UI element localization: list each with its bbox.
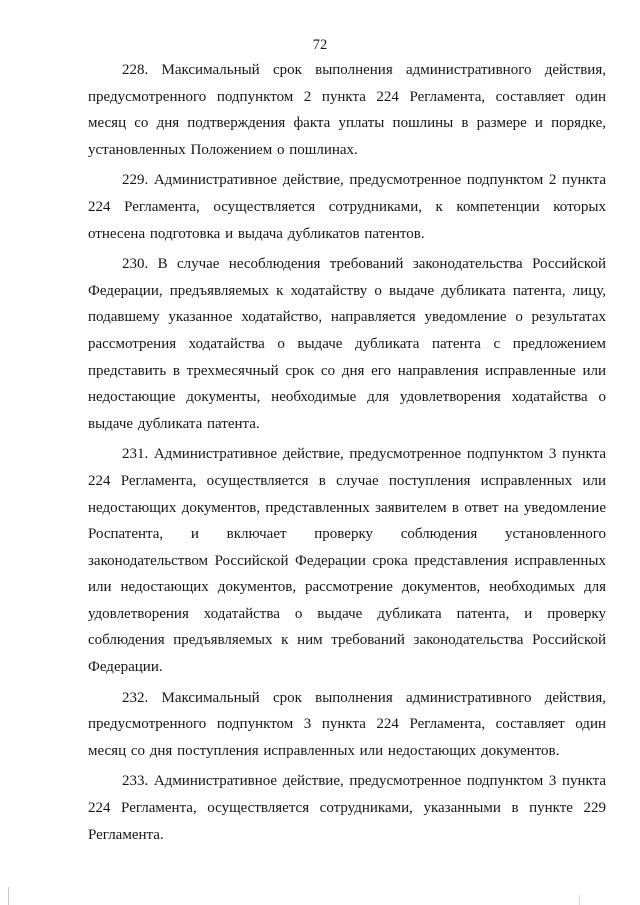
page-number: 72 xyxy=(312,37,328,53)
document-body xyxy=(88,57,606,852)
paragraph-232: 232. Максимальный срок выполнения административного действия, предусмотренного подпунктом 3 пункта 224 Регламента, составляет один месяц со дня поступления исправленных или недостающих документов. xyxy=(88,689,606,759)
paragraph-231: 231. Административное действие, предусмотренное подпунктом 3 пункта 224 Регламента, осуществляется в случае поступления исправленных или недостающих документов, представленных заявителем в ответ на уведомление Роспатента, и включает проверку соблюдения установленного законодательством Российской Федерации срока представления исправленных или недостающих документов, рассмотрение документов, необходимых для удовлетворения ходатайства о выдаче дубликата патента, и проверку соблюдения предъявляемых к ним требований законодательства Российской Федерации. xyxy=(88,446,606,676)
paragraph-228: 228. Максимальный срок выполнения административного действия, предусмотренного подпунктом 2 пункта 224 Регламента, составляет один месяц со дня подтверждения факта уплаты пошлины в размере и порядке, установленных Положением о пошлинах. xyxy=(88,62,606,158)
scan-edge-line xyxy=(579,895,580,905)
paragraph-230: 230. В случае несоблюдения требований законодательства Российской Федерации, предъявляемых к ходатайству о выдаче дубликата патента, лицу, подавшему указанное ходатайство, направляется уведомление о результатах рассмотрения ходатайства о выдаче дубликата патента с предложением представить в трехмесячный срок со дня его направления исправленные или недостающие документы, необходимые для удовлетворения ходатайства о выдаче дубликата патента. xyxy=(88,256,606,432)
scan-edge-line xyxy=(8,887,9,905)
paragraph-233: 233. Административное действие, предусмотренное подпунктом 3 пункта 224 Регламента, осуществляется сотрудниками, указанными в пункте 229 Регламента. xyxy=(88,773,606,843)
paragraph-229: 229. Административное действие, предусмотренное подпунктом 2 пункта 224 Регламента, осуществляется сотрудниками, к компетенции которых отнесена подготовка и выдача дубликатов патентов. xyxy=(88,172,606,242)
